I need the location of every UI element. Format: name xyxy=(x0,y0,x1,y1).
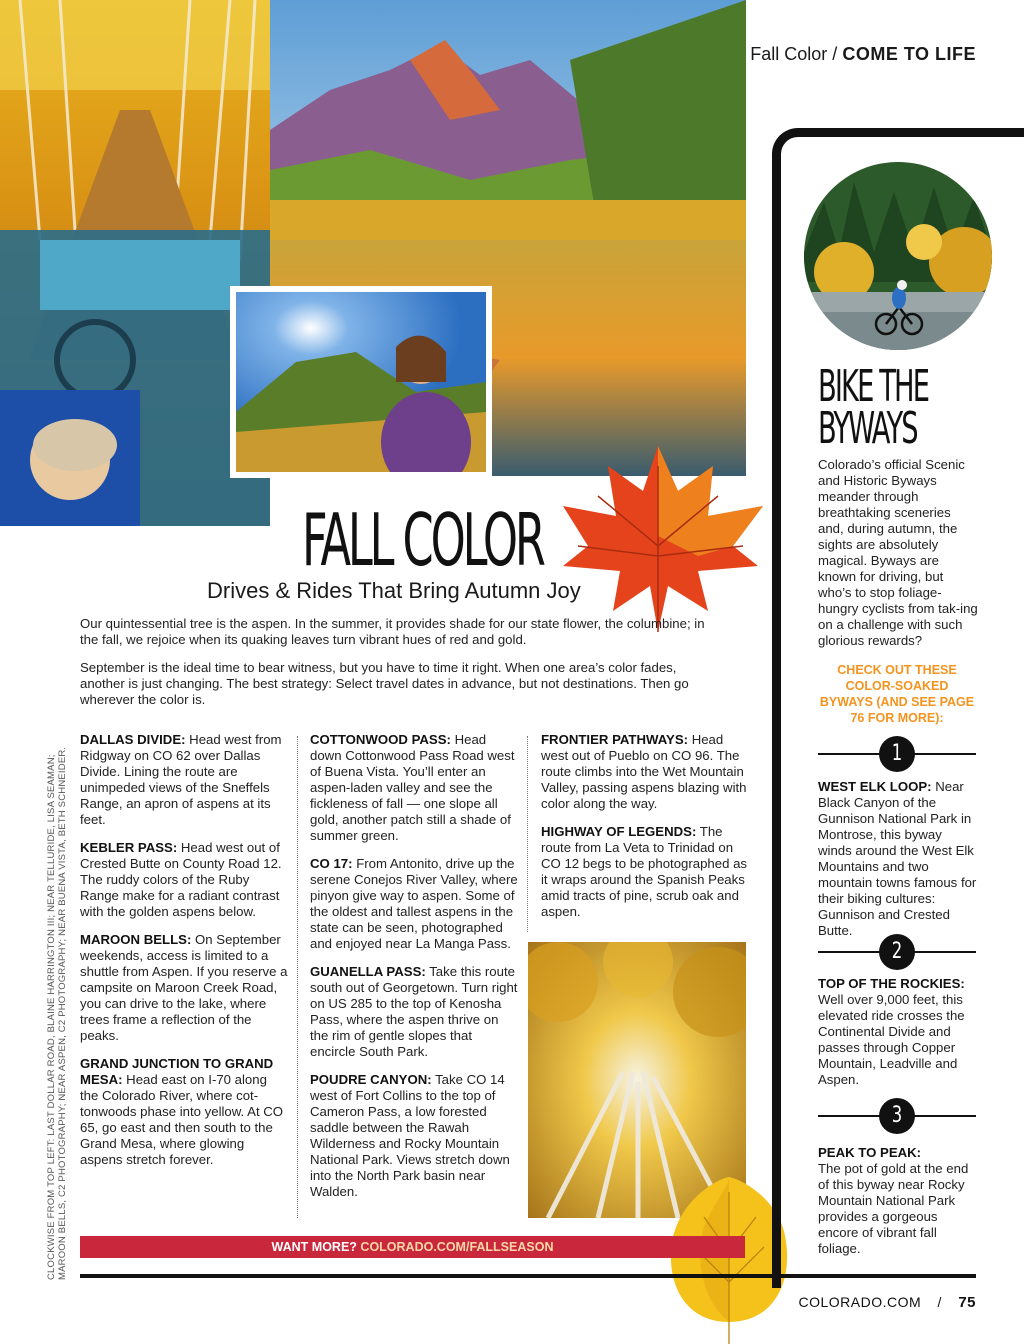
byway-number-2 xyxy=(818,934,976,970)
page-footer xyxy=(798,1294,976,1311)
page-title: FALL COLOR xyxy=(302,498,543,582)
photo-credits-caption: CLOCKWISE FROM TOP LEFT: LAST DOLLAR ROAD, BLAINE HARRINGTON III; NEAR TELLURIDE, LISA SEAMAN; MAROON BELLS, C2 PHOTOGRAPHY; NEAR ASPEN, C2 PHOTOGRAPHY; NEAR BUENA VISTA, BETH SCHNEIDER. xyxy=(46,746,68,1280)
byway-entry xyxy=(818,1145,978,1257)
drive-entry xyxy=(310,1072,518,1200)
cta-link[interactable]: COLORADO.COM/FALLSEASON xyxy=(360,1240,554,1254)
drive-text: The route from La Veta to Trinidad on CO 12 begs to be photographed as it wraps around the Spanish Peaks amid tracts of pine, scrub oak and aspen. xyxy=(541,824,748,919)
drive-text: Head down Cottonwood Pass Road west of Buena Vista. You’ll enter an aspen-laden valley and see the fickleness of fall — one slope all gold, another patch still a shade of summer green. xyxy=(310,732,515,843)
byway-entry xyxy=(818,779,978,939)
drive-entry xyxy=(310,964,518,1060)
page-subtitle: Drives & Rides That Bring Autumn Joy xyxy=(207,578,581,603)
intro-paragraph-2: September is the ideal time to bear witness, but you have to time it right. When one area’s color fades, another is just changing. The best strategy: Select travel dates in advance, but not destinations. Then go wherever the color is. xyxy=(80,660,689,707)
column-divider xyxy=(297,736,298,1218)
drive-name: KEBLER PASS: xyxy=(80,840,178,855)
drive-text: On September weekends, access is limited to a shuttle from Aspen. If you reserve a campsite on Maroon Creek Road, you can drive to the lake, where trees frame a reflection of the peaks. xyxy=(80,932,288,1043)
want-more-banner xyxy=(80,1236,745,1258)
drive-text: Head west out of Pueblo on CO 96. The route climbs into the Wet Mountain Valley, passing aspens blazing with color along the way. xyxy=(541,732,747,811)
drive-text: Take CO 14 west of Fort Collins to the top of Cameron Pass, a low forested saddle between the Rawah Wilderness and Rocky Mountain National Park. Views stretch down into the North Park basin near Walden. xyxy=(310,1072,510,1199)
sidebar-intro: Colorado’s official Scenic and Historic Byways meander through breathtaking sceneries and, during autumn, the sights are absolutely magical. Byways are known for driving, but who’s to stop foliage-hungry cyclists from tak-ing on a challenge with such glorious rewards? xyxy=(818,457,978,648)
drive-text: From Antonito, drive up the serene Conejos River Valley, where pinyon give way to aspen. Some of the oldest and tallest aspens in the state can be seen, photographed and enjoyed near La Manga Pass. xyxy=(310,856,518,951)
cyclist-circle-photo xyxy=(804,162,992,350)
drive-entry xyxy=(80,732,288,828)
drive-name: FRONTIER PATHWAYS: xyxy=(541,732,689,747)
drives-column-1 xyxy=(80,732,288,1180)
page-number: 75 xyxy=(958,1294,976,1311)
sidebar-title-line-1: BIKE THE xyxy=(818,361,929,412)
drive-text: Head west out of Crested Butte on County Road 12. The ruddy colors of the Ruby Range make for a radiant contrast with the golden aspens below. xyxy=(80,840,282,919)
footer-separator: / xyxy=(937,1294,942,1310)
section-separator: / xyxy=(832,44,838,64)
column-divider xyxy=(527,736,528,932)
red-maple-leaf-image xyxy=(558,436,770,632)
sidebar-cta: CHECK OUT THESE COLOR-SOAKED BYWAYS (AND SEE PAGE 76 FOR MORE): xyxy=(819,663,975,725)
drive-entry xyxy=(80,840,288,920)
feature-name: COME TO LIFE xyxy=(842,44,976,64)
number-badge: 3 xyxy=(879,1098,915,1134)
drive-entry xyxy=(80,932,288,1044)
byway-name: PEAK TO PEAK: xyxy=(818,1145,922,1160)
drive-name: DALLAS DIVIDE: xyxy=(80,732,186,747)
byway-text: The pot of gold at the end of this byway near Rocky Mountain National Park provides a gorgeous encore of vibrant fall foliage. xyxy=(818,1161,969,1256)
drive-name: GUANELLA PASS: xyxy=(310,964,426,979)
byway-name: WEST ELK LOOP: xyxy=(818,779,932,794)
drive-entry xyxy=(80,1056,288,1168)
drive-entry xyxy=(541,732,749,812)
section-name: Fall Color xyxy=(750,44,828,64)
byway-name: TOP OF THE ROCKIES: xyxy=(818,976,965,991)
drive-name: COTTONWOOD PASS: xyxy=(310,732,451,747)
byway-entry xyxy=(818,976,978,1088)
section-header xyxy=(750,44,976,65)
byway-text: Well over 9,000 feet, this elevated ride crosses the Continental Divide and passes through Copper Mountain, Leadville and Aspen. xyxy=(818,992,965,1087)
number-badge: 1 xyxy=(879,736,915,772)
drive-text: Head east on I-70 along the Colorado River, where cot-tonwoods phase into yellow. At CO 65, go east and then south to the Grand Mesa, where glowing aspens stretch forever. xyxy=(80,1072,284,1167)
number-badge: 2 xyxy=(879,934,915,970)
byway-number-1 xyxy=(818,736,976,772)
byway-text: Near Black Canyon of the Gunnison National Park in Montrose, this byway winds around the West Elk Mountains and two mountain towns famous for their biking cultures: Gunnison and Crested Butte. xyxy=(818,779,977,938)
drive-entry xyxy=(310,856,518,952)
drives-column-2 xyxy=(310,732,518,1212)
drive-name: GRAND JUNCTION TO GRAND MESA: xyxy=(80,1056,274,1087)
intro-paragraph-1: Our quintessential tree is the aspen. In the summer, it provides shade for our state flower, the columbine; in the fall, we rejoice when its quaking leaves turn vibrant hues of red and gold. xyxy=(80,616,705,647)
sidebar-title-line-2: BYWAYS xyxy=(818,403,917,454)
sidebar-title xyxy=(818,361,942,454)
drive-name: HIGHWAY OF LEGENDS: xyxy=(541,824,697,839)
drive-name: POUDRE CANYON: xyxy=(310,1072,432,1087)
drives-column-3 xyxy=(541,732,749,932)
cta-label: WANT MORE? xyxy=(271,1240,357,1254)
drive-text: Take this route south out of Georgetown. Turn right on US 285 to the top of Kenosha Pass, where the aspen thrive on the rim of gentle slopes that encircle South Park. xyxy=(310,964,518,1059)
drive-name: MAROON BELLS: xyxy=(80,932,192,947)
drive-name: CO 17: xyxy=(310,856,353,871)
drive-text: Head west from Ridgway on CO 62 over Dallas Divide. Lining the route are unimpeded views of the Sneffels Range, an apron of aspens at its feet. xyxy=(80,732,282,827)
byway-number-3 xyxy=(818,1098,976,1134)
hiker-photo xyxy=(230,286,492,478)
footer-site[interactable]: COLORADO.COM xyxy=(798,1294,922,1310)
drive-entry xyxy=(310,732,518,844)
drive-entry xyxy=(541,824,749,920)
